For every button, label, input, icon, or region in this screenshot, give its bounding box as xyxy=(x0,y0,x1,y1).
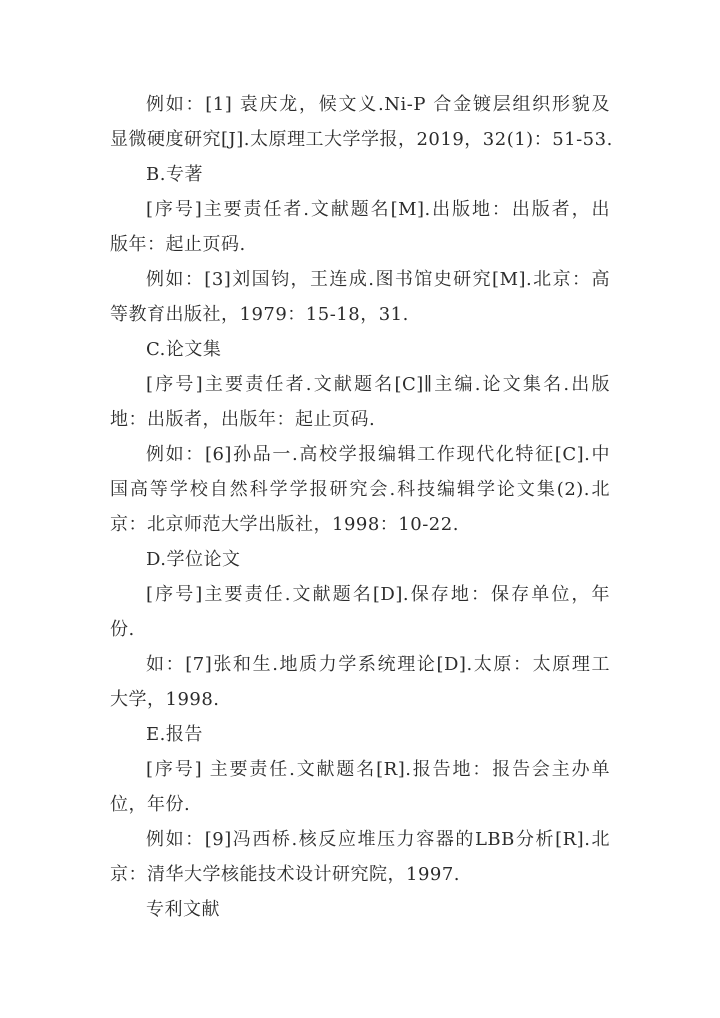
text-line-10: 地：出版者，出版年：起止页码. xyxy=(110,409,376,430)
text-line-21: 位，年份. xyxy=(110,794,191,815)
text-line-16: 份. xyxy=(110,619,135,640)
section-heading-b: B.专著 xyxy=(146,164,203,185)
section-heading-c: C.论文集 xyxy=(146,339,222,360)
text-line-9: [序号]主要责任者.文献题名[C]∥主编.论文集名.出版 xyxy=(146,374,610,395)
text-line-6: 例如：[3]刘国钧，王连成.图书馆史研究[M].北京：高 xyxy=(146,269,610,290)
text-line-12: 国高等学校自然科学学报研究会.科技编辑学论文集(2).北 xyxy=(110,479,610,500)
section-heading-patent: 专利文献 xyxy=(146,899,220,920)
text-line-5: 版年：起止页码. xyxy=(110,234,246,255)
section-heading-d: D.学位论文 xyxy=(146,549,241,570)
text-line-18: 大学，1998. xyxy=(110,689,220,710)
text-line-15: [序号]主要责任.文献题名[D].保存地：保存单位，年 xyxy=(146,584,610,605)
text-line-11: 例如：[6]孙品一.高校学报编辑工作现代化特征[C].中 xyxy=(146,444,610,465)
text-line-13: 京：北京师范大学出版社，1998：10-22. xyxy=(110,514,459,535)
text-line-23: 京：清华大学核能技术设计研究院，1997. xyxy=(110,864,461,885)
text-line-22: 例如：[9]冯西桥.核反应堆压力容器的LBB分析[R].北 xyxy=(146,829,610,850)
text-line-1: 例如：[1] 袁庆龙，候文义.Ni-P 合金镀层组织形貌及 xyxy=(146,94,610,115)
text-line-2: 显微硬度研究[J].太原理工大学学报，2019，32(1)：51-53. xyxy=(110,129,613,150)
text-line-17: 如：[7]张和生.地质力学系统理论[D].太原：太原理工 xyxy=(146,654,610,675)
section-heading-e: E.报告 xyxy=(146,724,203,745)
text-line-4: [序号]主要责任者.文献题名[M].出版地：出版者，出 xyxy=(146,199,610,220)
text-line-20: [序号] 主要责任.文献题名[R].报告地：报告会主办单 xyxy=(146,759,610,780)
text-line-7: 等教育出版社，1979：15-18，31. xyxy=(110,304,409,325)
